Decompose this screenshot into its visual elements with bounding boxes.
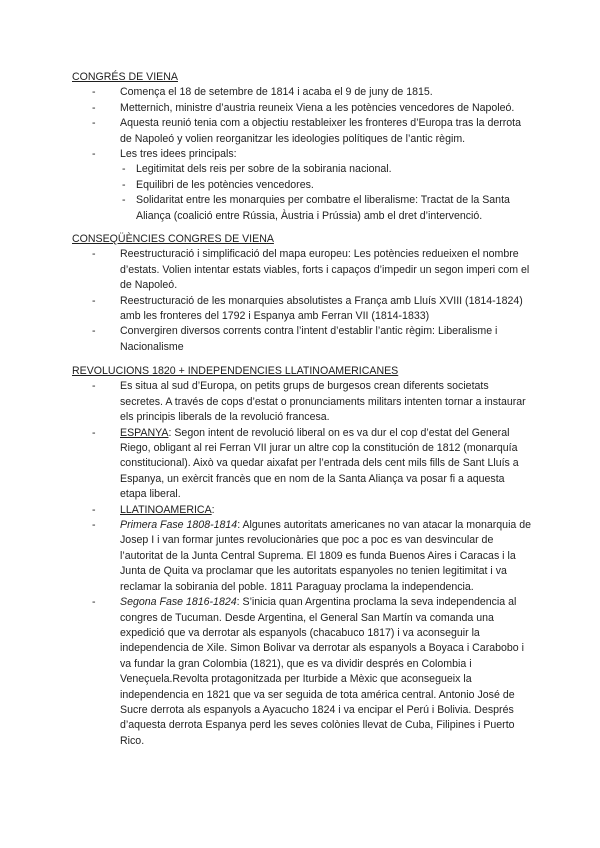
bullet-list [72, 247, 532, 355]
list-item-llatinoamerica [120, 503, 532, 518]
list-item: - Reestructuració i simplificació del mapa europeu: Les potències redueixen el nombre d’estats. Volien intentar estats viables, forts i capaços d’impedir un segon imperi com el de Napoleó. [120, 247, 532, 293]
llatinoamerica-colon: : [211, 503, 215, 516]
segona-fase-text: : S’inicia quan Argentina proclama la seva independencia al congres de Tucuman. Desde Argentina, el General San Martín va comanda una expedició que va derrotar als espanyols (chacabuco 1817) i va aconseguir la independencia de Xile. Simon Bolivar va derrotar als espanyols a Boyaca i Carabobo i va fundar la gran Colombia (1821), que es va dividir després en Colombia i Veneçuela.Revolta protagonitzada per Iturbide a Mèxic que aconsegueix la independencia en 1821 que va ser seguida de tota américa central. Antonio José de Sucre derrota als espanyols a Ayacucho 1824 i va encipar el Perú i Bolivia. Després d’aquesta derrota Espanya perd les seves colònies llevat de Cuba, Filipines i Puerto Rico. [120, 596, 524, 747]
list-item: - Comença el 18 de setembre de 1814 i acaba el 9 de juny de 1815. [120, 85, 532, 100]
list-item-text: Les tres idees principals: [120, 148, 237, 161]
list-item: - Reestructuració de les monarquies absolutistes a França amb Lluís XVIII (1814-1824) amb les fronteres del 1792 i Espanya amb Ferran VII (1814-1833) [120, 294, 532, 325]
section-heading: CONGRÉS DE VIENA [72, 71, 178, 83]
espanya-text: : Segon intent de revolució liberal on es va dur el cop d’estat del General Riego, obligant al rei Ferran VII jurar un altre cop la constitución de 1812 (monarquía constitucional). Això va quedar aixafat per l’entrada dels cent mils fills de Sant Lluís a Espanya, un exèrcit francès que en nom de la Santa Aliança va posar fi a aquesta etapa liberal. [120, 426, 519, 501]
segona-fase-label: Segona Fase 1816-1824 [120, 596, 237, 609]
sub-bullet-list [120, 162, 532, 224]
list-item-segona-fase [120, 595, 532, 749]
list-item-espanya [120, 426, 532, 503]
section-congres-de-viena [72, 70, 532, 224]
espanya-label: ESPANYA [120, 426, 169, 439]
primera-fase-label: Primera Fase 1808-1814 [120, 519, 238, 532]
list-item: - Metternich, ministre d’austria reuneix Viena a les potències vencedores de Napoleó. [120, 101, 532, 116]
list-item: - Aquesta reunió tenia com a objectiu restableixer les fronteres d’Europa tras la derrota de Napoleó y volien reorganitzar les ideologies polítiques de l’antic règim. [120, 116, 532, 147]
sub-list-item: - Equilibri de les potències vencedores. [136, 178, 532, 193]
sub-list-item: - Legitimitat dels reis per sobre de la sobirania nacional. [136, 162, 532, 177]
section-consequencies [72, 232, 532, 355]
bullet-list [72, 379, 532, 749]
list-item: - Convergiren diversos corrents contra l’intent d’establir l’antic règim: Liberalisme i Nacionalisme [120, 324, 532, 355]
llatinoamerica-label: LLATINOAMERICA [120, 503, 212, 516]
section-heading: REVOLUCIONS 1820 + INDEPENDENCIES LLATINOAMERICANES [72, 365, 399, 377]
section-revolucions-1820 [72, 364, 532, 749]
list-item-primera-fase [120, 518, 532, 595]
sub-list-item: - Solidaritat entre les monarquies per combatre el liberalisme: Tractat de la Santa Aliança (coalició entre Rússia, Àustria i Prússia) amb el dret d’intervenció. [136, 193, 532, 224]
list-item [120, 147, 532, 224]
primera-fase-text: : Algunes autoritats americanes no van atacar la monarquia de Josep I i van formar juntes revolucionàries que poc a poc es van desvincular de l’autoritat de la Junta Central Suprema. El 1809 es funda Buenos Aires i Caracas i la Junta de Quita va proclamar que les autoritats espanyoles no tenien legitimitat i va reclamar la sobirania del poble. 1811 Paraguay proclama la independencia. [120, 519, 532, 593]
bullet-list [72, 85, 532, 224]
list-item: - Es situa al sud d’Europa, on petits grups de burgesos crean diferents societats secretes. A través de cops d’estat o pronunciaments militars intenten tornar a instaurar els principis liberals de la revolució francesa. [120, 379, 532, 425]
section-heading: CONSEQÜÈNCIES CONGRES DE VIENA [72, 233, 274, 245]
